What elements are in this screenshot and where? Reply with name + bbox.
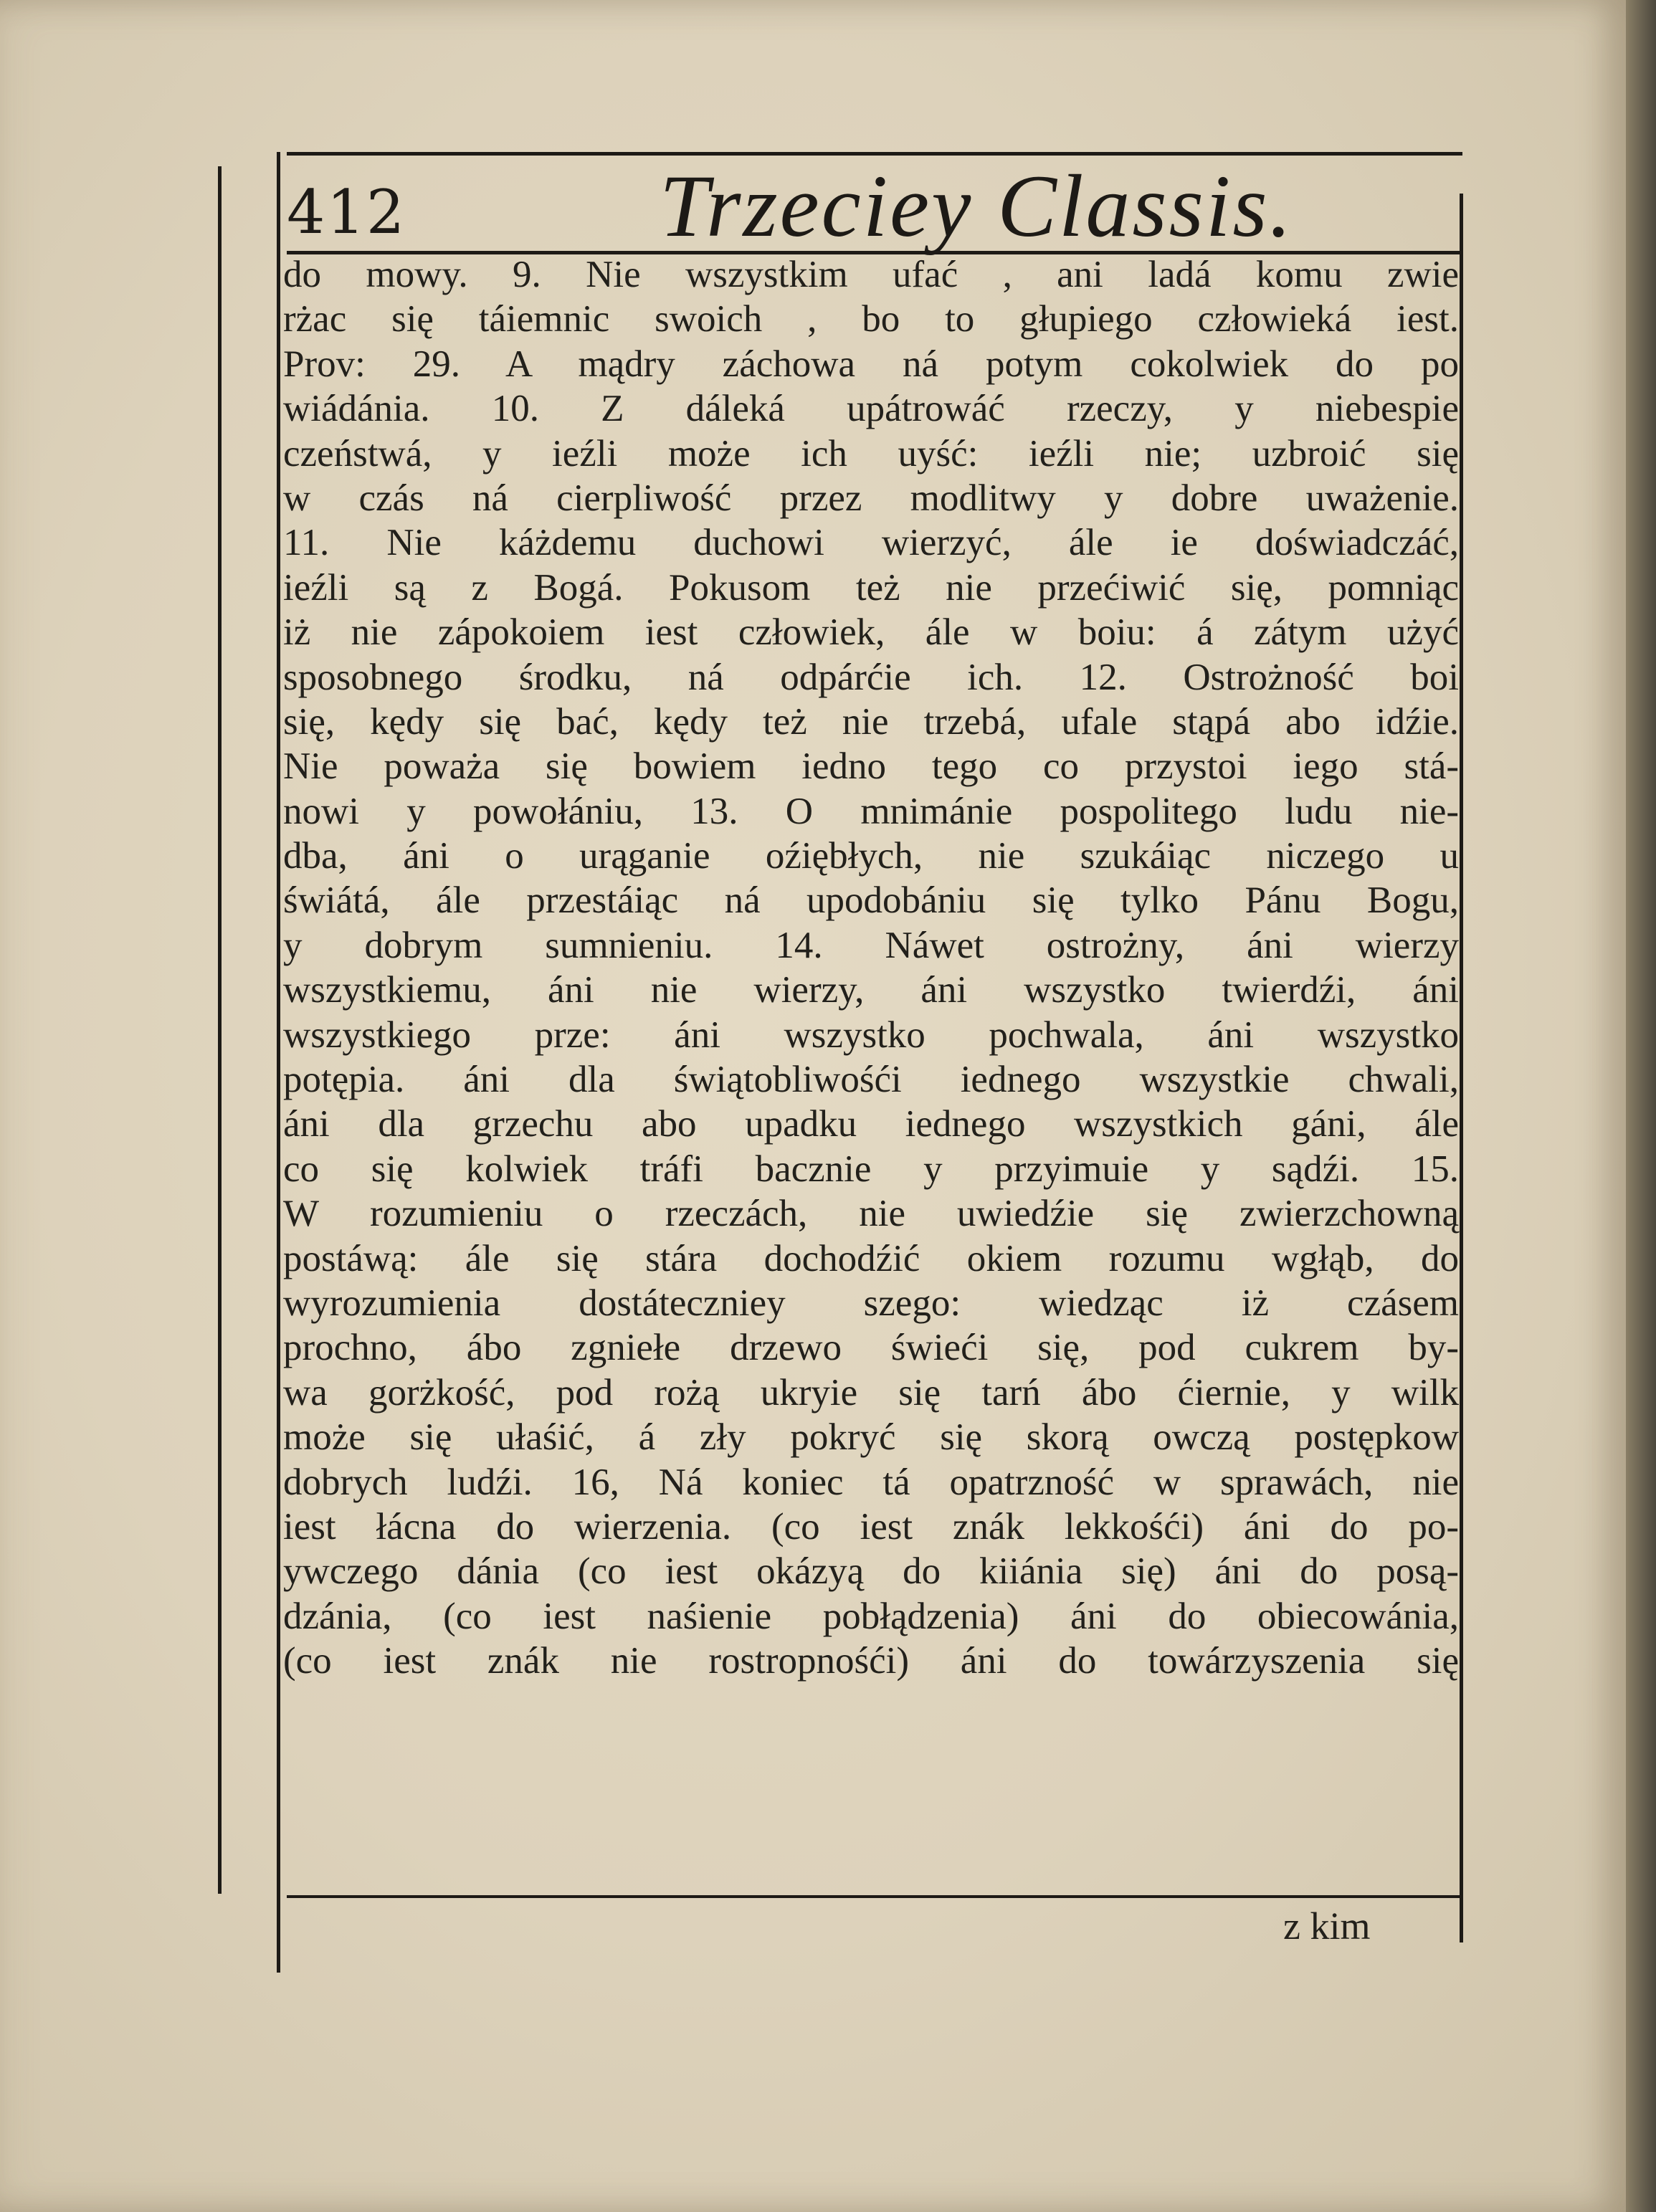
- text-line: w czás ná cierpliwość przez modlitwy y dobre uważenie.: [283, 477, 1459, 519]
- text-line: do mowy. 9. Nie wszystkim ufać , ani ladá komu zwie: [283, 254, 1459, 295]
- text-line: wszystkiego prze: áni wszystko pochwala, áni wszystko: [283, 1014, 1459, 1056]
- frame-rule-bottom: [287, 1895, 1462, 1898]
- text-line: postáwą: ále się stára dochodźić okiem rozumu wgłąb, do: [283, 1237, 1459, 1279]
- text-line: Prov: 29. A mądry záchowa ná potym cokolwiek do po: [283, 343, 1459, 385]
- text-line: świátá, ále przestáiąc ná upodobániu się tylko Pánu Bogu,: [283, 879, 1459, 922]
- body-text: [283, 252, 1459, 1684]
- running-head: Trzeciey Classis.: [660, 157, 1294, 255]
- frame-rule-left-inner: [277, 152, 280, 1973]
- text-line: wiádánia. 10. Z dáleká upátrowáć rzeczy, y niebespie: [283, 388, 1459, 430]
- text-line: rżac się táiemnic swoich , bo to głupiego człowieká iest.: [283, 298, 1459, 340]
- text-line: wyrozumienia dostáteczniey szego: wiedząc iż czásem: [283, 1282, 1459, 1324]
- text-line: 11. Nie káżdemu duchowi wierzyć, ále ie doświadczáć,: [283, 522, 1459, 564]
- text-line: potępia. áni dla świątobliwośći iednego wszystkie chwali,: [283, 1059, 1459, 1101]
- text-line: prochno, ábo zgniełe drzewo świeći się, pod cukrem by-: [283, 1327, 1459, 1369]
- text-line: czeństwá, y ieźli może ich uyść: ieźli nie; uzbroić się: [283, 432, 1459, 475]
- text-line: ieźli są z Bogá. Pokusom też nie przećiwić się, pomniąc: [283, 566, 1459, 609]
- text-line: może się ułaśić, á zły pokryć się skorą owczą postępkow: [283, 1416, 1459, 1459]
- frame-rule-right: [1460, 194, 1463, 1942]
- text-line: wa gorżkość, pod rożą ukryie się tarń ábo ćiernie, y wilk: [283, 1371, 1459, 1414]
- text-line: wszystkiemu, áni nie wierzy, áni wszystko twierdźi, áni: [283, 969, 1459, 1011]
- page-header: [287, 147, 1462, 262]
- text-line: sposobnego środku, ná odpárćie ich. 12. Ostrożność boi: [283, 656, 1459, 698]
- text-line: nowi y powołániu, 13. O mnimánie pospolitego ludu nie-: [283, 790, 1459, 832]
- page-number: 412: [287, 177, 406, 247]
- text-line: iest łácna do wierzenia. (co iest znák lekkośći) áni do po-: [283, 1505, 1459, 1548]
- text-line: ywczego dánia (co iest okázyą do kiiánia się) áni do posą-: [283, 1550, 1459, 1593]
- text-line: W rozumieniu o rzeczách, nie uwiedźie się zwierzchowną: [283, 1193, 1459, 1235]
- catchword: z kim: [1283, 1904, 1371, 1948]
- text-line: dzánia, (co iest naśienie pobłądzenia) áni do obiecowánia,: [283, 1595, 1459, 1637]
- text-line: co się kolwiek tráfi bacznie y przyimuie y sądźi. 15.: [283, 1148, 1459, 1190]
- text-line: y dobrym sumnieniu. 14. Náwet ostrożny, áni wierzy: [283, 924, 1459, 966]
- text-line: iż nie zápokoiem iest człowiek, ále w boiu: á zátym użyć: [283, 611, 1459, 654]
- book-gutter: [1626, 0, 1656, 2212]
- text-line: dobrych ludźi. 16, Ná koniec tá opatrzność w sprawách, nie: [283, 1461, 1459, 1503]
- text-line: áni dla grzechu abo upadku iednego wszystkich gáni, ále: [283, 1103, 1459, 1145]
- text-line: Nie poważa się bowiem iedno tego co przystoi iego stá-: [283, 745, 1459, 788]
- text-line: dba, áni o urąganie oźiębłych, nie szukáiąc niczego u: [283, 835, 1459, 877]
- frame-rule-left-outer: [218, 166, 222, 1894]
- text-line: (co iest znák nie rostropnośći) áni do towárzyszenia się: [283, 1640, 1459, 1682]
- text-line: się, kędy się bać, kędy też nie trzebá, ufale stąpá abo idźie.: [283, 700, 1459, 743]
